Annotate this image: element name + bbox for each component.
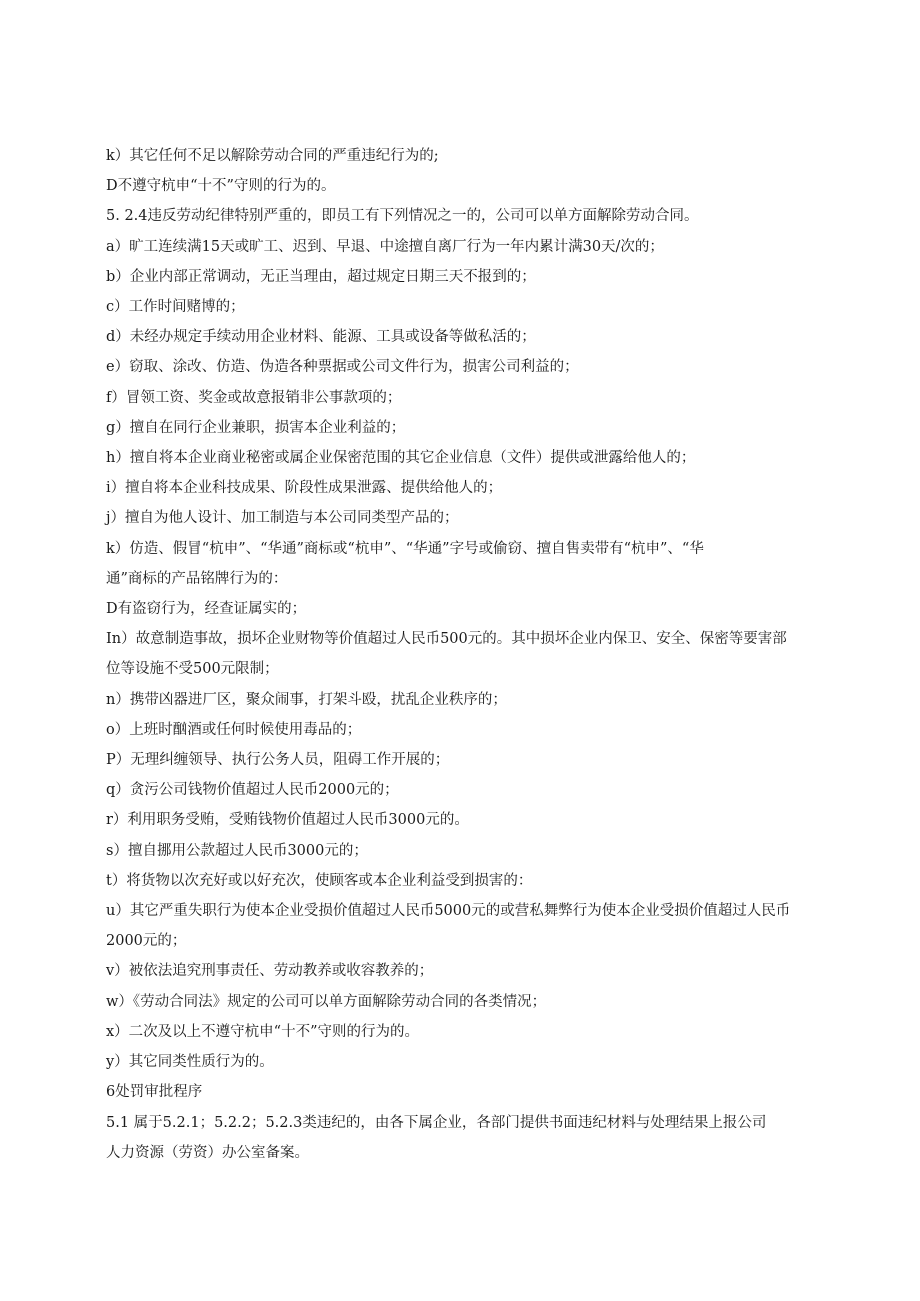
text-line-e: e）窃取、涂改、仿造、伪造各种票据或公司文件行为，损害公司利益的； xyxy=(106,359,579,376)
text-line-j: j）擅自为他人设计、加工制造与本公司同类型产品的； xyxy=(106,510,459,527)
text-line-i: i）擅自将本企业科技成果、阶段性成果泄露、提供给他人的； xyxy=(106,480,503,497)
text-line-h: h）擅自将本企业商业秘密或属企业保密范围的其它企业信息（文件）提供或泄露给他人的； xyxy=(106,450,696,467)
text-line-m-part1: In）故意制造事故，损坏企业财物等价值超过人民币500元的。其中损坏企业内保卫、安全、保密等要害部 xyxy=(106,631,787,648)
text-line-u-part1: u）其它严重失职行为使本企业受损价值超过人民币5000元的或营私舞弊行为使本企业受损价值超过人民币 xyxy=(106,903,791,920)
section-heading-5-2-4: 5. 2.4违反劳动纪律特别严重的，即员工有下列情况之一的，公司可以单方面解除劳动合同。 xyxy=(106,208,699,225)
text-line-r: r）利用职务受贿，受贿钱物价值超过人民币3000元的。 xyxy=(106,812,469,829)
text-line-g: g）擅自在同行企业兼职，损害本企业利益的； xyxy=(106,419,406,436)
text-line-w: w）《劳动合同法》规定的公司可以单方面解除劳动合同的各类情况； xyxy=(106,993,547,1010)
text-line-t: t）将货物以次充好或以好充次，使顾客或本企业利益受到损害的： xyxy=(106,872,533,889)
text-line-x: x）二次及以上不遵守杭申“十不”守则的行为的。 xyxy=(106,1023,420,1040)
text-line-c: c）工作时间赌博的； xyxy=(106,299,245,316)
text-line-f: f）冒领工资、奖金或故意报销非公事款项的； xyxy=(106,389,402,406)
text-line-k-minor: k）其它任何不足以解除劳动合同的严重违纪行为的; xyxy=(106,148,439,164)
text-line-b: b）企业内部正常调动，无正当理由，超过规定日期三天不报到的； xyxy=(106,268,536,285)
text-line-o: o）上班时酗酒或任何时候使用毒品的； xyxy=(106,721,362,738)
text-line-n: n）携带凶器进厂区，聚众闹事，打架斗殴，扰乱企业秩序的； xyxy=(106,691,507,708)
text-line-l-theft: D有盗窃行为，经查证属实的； xyxy=(106,601,307,618)
text-line-p: P）无理纠缠领导、执行公务人员，阻碍工作开展的； xyxy=(106,752,450,769)
text-line-y: y）其它同类性质行为的。 xyxy=(106,1054,274,1071)
text-line-u-part2: 2000元的； xyxy=(106,933,187,950)
text-line-s: s）擅自挪用公款超过人民币3000元的； xyxy=(106,842,368,859)
text-line-m-part2: 位等设施不受500元限制； xyxy=(106,661,279,678)
text-line-d: d）未经办规定手续动用企业材料、能源、工具或设备等做私活的； xyxy=(106,329,536,346)
document-body xyxy=(106,141,836,1168)
text-line-k-part2: 通”商标的产品铭牌行为的： xyxy=(106,570,288,587)
text-line-k-part1: k）仿造、假冒“杭申”、“华通”商标或“杭申”、“华通”字号或偷窃、擅自售卖带有“杭申”、“华 xyxy=(106,540,704,557)
text-line-a: a）旷工连续满15天或旷工、迟到、早退、中途擅自离厂行为一年内累计满30天/次的； xyxy=(106,238,664,255)
text-line-5-1-part2: 人力资源（劳资）办公室备案。 xyxy=(106,1144,309,1161)
text-line-5-1-part1: 5.1 属于5.2.1；5.2.2；5.2.3类违纪的，由各下属企业，各部门提供书面违纪材料与处理结果上报公司 xyxy=(106,1114,767,1131)
text-line-v: v）被依法追究刑事责任、劳动教养或收容教养的； xyxy=(106,963,434,980)
section-heading-6: 6处罚审批程序 xyxy=(106,1084,203,1101)
text-line-q: q）贪污公司钱物价值超过人民币2000元的； xyxy=(106,782,399,799)
text-line-l-ten-rules: D不遵守杭申“十不”守则的行为的。 xyxy=(106,178,336,195)
